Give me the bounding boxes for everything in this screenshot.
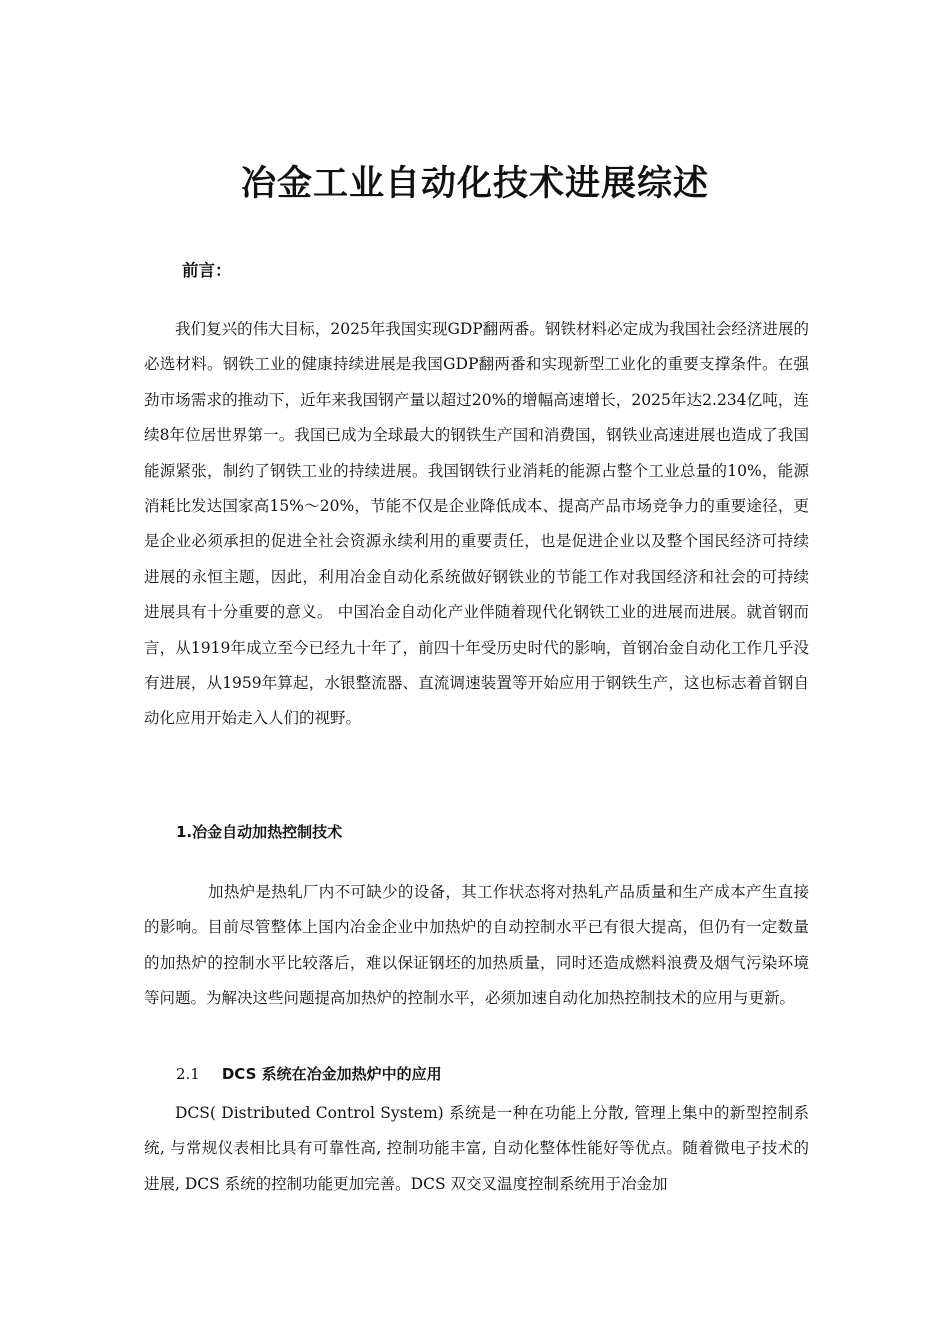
preface-heading: 前言： <box>182 261 232 280</box>
section-2-1-paragraph: DCS( Distributed Control System) 系统是一种在功能上分散, 管理上集中的新型控制系统, 与常规仪表相比具有可靠性高, 控制功能丰富, 自动化整体性能好等优点。随着微电子技术的进展, DCS 系统的控制功能更加完善。DCS 双交叉温度控制系统用于冶金加 <box>144 1104 809 1193</box>
section-1-heading: 1.冶金自动加热控制技术 <box>176 823 343 841</box>
section-2-1-heading <box>176 1063 442 1084</box>
section-1-paragraph: 加热炉是热轧厂内不可缺少的设备，其工作状态将对热轧产品质量和生产成本产生直接的影响。目前尽管整体上国内冶金企业中加热炉的自动控制水平已有很大提高，但仍有一定数量的加热炉的控制水平比较落后，难以保证钢坯的加热质量，同时还造成燃料浪费及烟气污染环境等问题。为解决这些问题提高加热炉的控制水平，必须加速自动化加热控制技术的应用与更新。 <box>144 883 809 1008</box>
section-2-1-number: 2.1 <box>176 1065 200 1083</box>
preface-paragraph: 我们复兴的伟大目标，2025年我国实现GDP翻两番。钢铁材料必定成为我国社会经济进展的必选材料。钢铁工业的健康持续进展是我国GDP翻两番和实现新型工业化的重要支撑条件。在强劲市场需求的推动下，近年来我国钢产量以超过20%的增幅高速增长，2025年达2.234亿吨，连续8年位居世界第一。我国已成为全球最大的钢铁生产国和消费国，钢铁业高速进展也造成了我国能源紧张，制约了钢铁工业的持续进展。我国钢铁行业消耗的能源占整个工业总量的10%，能源消耗比发达国家高15%～20%，节能不仅是企业降低成本、提高产品市场竞争力的重要途径，更是企业必须承担的促进全社会资源永续利用的重要责任，也是促进企业以及整个国民经济可持续进展的永恒主题，因此，利用冶金自动化系统做好钢铁业的节能工作对我国经济和社会的可持续进展具有十分重要的意义。 中国冶金自动化产业伴随着现代化钢铁工业的进展而进展。就首钢而言，从1919年成立至今已经九十年了，前四十年受历史时代的影响，首钢冶金自动化工作几乎没有进展，从1959年算起，水银整流器、直流调速装置等开始应用于钢铁生产，这也标志着首钢自动化应用开始走入人们的视野。 <box>144 320 809 728</box>
section-2-1-title: DCS 系统在冶金加热炉中的应用 <box>221 1065 442 1083</box>
document-title: 冶金工业自动化技术进展综述 <box>240 164 709 204</box>
